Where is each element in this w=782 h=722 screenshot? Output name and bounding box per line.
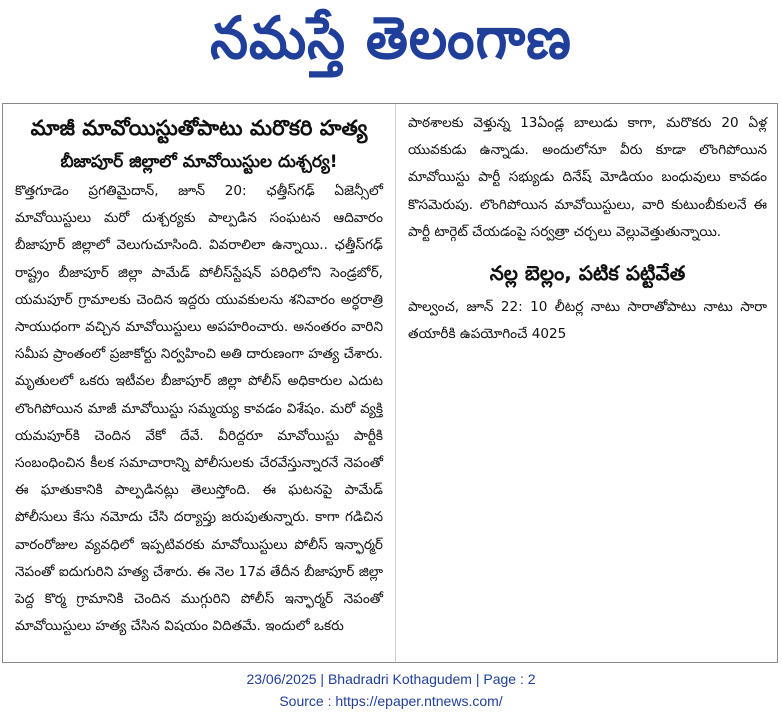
footer-page: Page : 2: [483, 671, 536, 687]
footer-source: Source : https://epaper.ntnews.com/: [279, 693, 503, 709]
footer-date: 23/06/2025: [246, 671, 317, 687]
article-subheadline: బీజాపూర్ జిల్లాలో మావోయిస్టుల దుశ్చర్య!: [60, 152, 338, 172]
right-column: [396, 104, 777, 662]
footer: [0, 668, 782, 712]
masthead: [0, 0, 782, 90]
article-body-continued: పాఠశాలకు వెళ్తున్న 13ఏండ్ల బాలుడు కాగా, మరొకరు 20 ఏళ్ల యువకుడు ఉన్నాడు. అందులోనూ వీరు కూడా లొంగిపోయిన మావోయిస్టు పార్టీ సభ్యుడు దినేష్ మోడియం బంధువులు కావడం కొసమెరుపు. లొంగిపోయిన మావోయిస్టులు, వారి కుటుంబీకులనే ఈ పార్టీ టార్గెట్ చేయడంపై సర్వత్రా చర్చలు వెల్లువెత్తుతున్నాయి.: [408, 115, 767, 240]
article-headline: మాజీ మావోయిస్టుతోపాటు మరొకరి హత్య: [30, 116, 368, 140]
newspaper-logo: నమస్తే తెలంగాణ: [210, 3, 572, 72]
brief-headline: నల్ల బెల్లం, పటిక పట్టివేత: [489, 261, 686, 286]
brief-body: పాల్వంచ, జూన్ 22: 10 లీటర్ల నాటు సారాతోపాటు నాటు సారా తయారీకి ఉపయోగించే 4025: [408, 299, 767, 343]
footer-edition: Bhadradri Kothagudem: [327, 671, 472, 687]
article-body: కొత్తగూడెం ప్రగతిమైదాన్, జూన్ 20: ఛత్తీస్‌గఢ్ ఏజెన్సీలో మావోయిస్టులు మరో దుశ్చర్యకు పాల్పడిన సంఘటన ఆదివారం బీజాపూర్ జిల్లాలో వెలుగుచూసింది. వివరాలిలా ఉన్నాయి.. ఛత్తీస్‌గఢ్ రాష్ట్రం బీజాపూర్ జిల్లా పామేడ్ పోలీస్‌స్టేషన్ పరిధిలోని సెండ్రబోర్, యమపూర్ గ్రామాలకు చెందిన ఇద్దరు యువకులను శనివారం అర్ధరాత్రి సాయుధంగా వచ్చిన మావోయిస్టులు అపహరించారు. అనంతరం వారిని సమీప ప్రాంతంలో ప్రజాకోర్టు నిర్వహించి అతి దారుణంగా హత్య చేశారు. మృతులలో ఒకరు ఇటీవల బీజాపూర్ జిల్లా పోలీస్ అధికారుల ఎదుట లొంగిపోయిన మాజీ మావోయిస్టు సమ్మయ్య కావడం విశేషం. మరో వ్యక్తి యమపూర్‌కి చెందిన వేకో దేవే. వీరిద్దరూ మావోయిస్టు పార్టీకి సంబంధించిన కీలక సమాచారాన్ని పోలీసులకు చేరవేస్తున్నారనే నెపంతో ఈ ఘాతుకానికి పాల్పడినట్లు తెలుస్తోంది. ఈ ఘటనపై పామేడ్ పోలీసులు కేసు నమోదు చేసి దర్యాప్తు జరుపుతున్నారు. కాగా గడిచిన వారంరోజుల వ్యవధిలో ఇప్పటివరకు మావోయిస్టులు పోలీస్ ఇన్ఫార్మర్ నెపంతో ఐదుగురిని హత్య చేశారు. ఈ నెల 17వ తేదీన బీజాపూర్ జిల్లా పెద్ద కొర్మ గ్రామానికి చెందిన ముగ్గురిని పోలీస్ ఇన్ఫార్మర్ నెపంతో మావోయిస్టులు హత్య చేసిన విషయం విదితమే. ఇందులో ఒకరు: [15, 183, 383, 635]
left-column: [3, 104, 396, 662]
news-clipping: [2, 103, 778, 663]
footer-meta: 23/06/2025 | Bhadradri Kothagudem | Page : 2: [246, 671, 536, 687]
